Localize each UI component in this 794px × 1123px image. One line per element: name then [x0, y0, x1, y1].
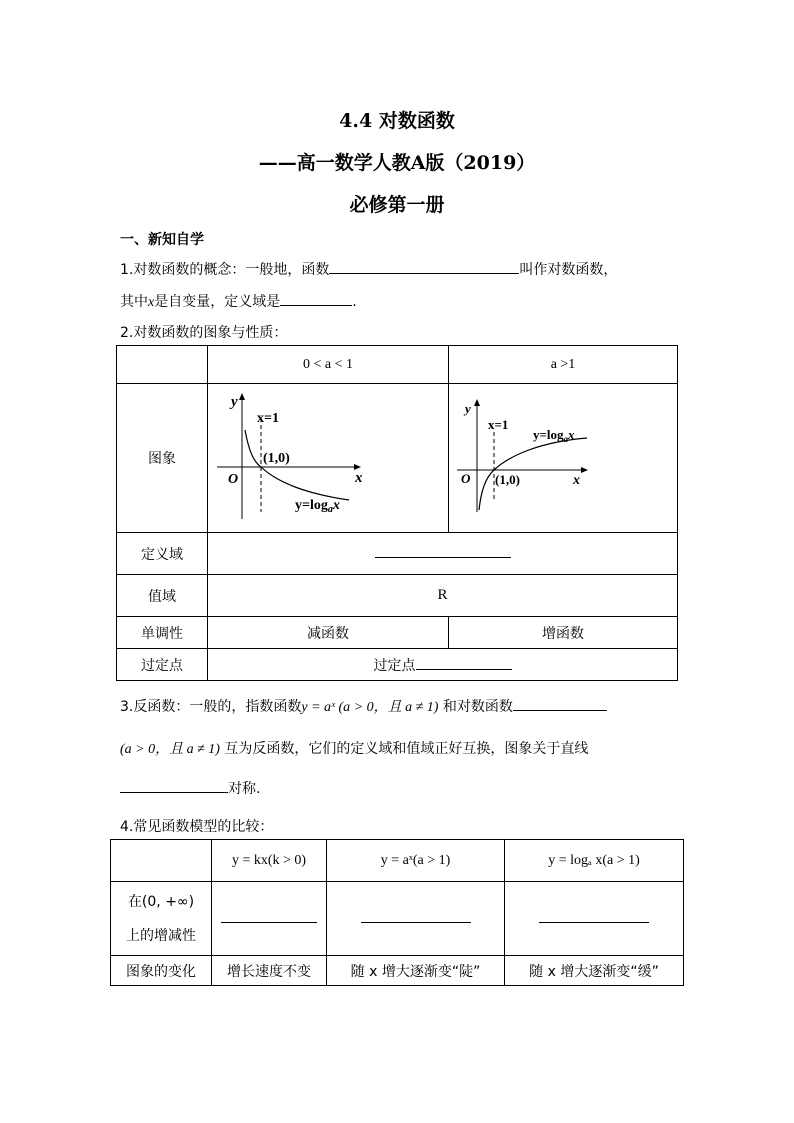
x-label: x [355, 470, 363, 486]
domain-answer-cell [208, 533, 678, 575]
q3-text-d: 对称. [228, 781, 261, 797]
q3-text-b: 和对数函数 [442, 699, 513, 715]
range-value: R [208, 575, 678, 617]
table1-row-fixed-point: 过定点 [117, 649, 208, 681]
log-properties-table [116, 345, 678, 681]
answer-log-cell [505, 882, 684, 956]
page-subtitle: ——高一数学人教A版（2019） [258, 152, 536, 174]
fixed-point-cell [208, 649, 678, 681]
graph-increasing-cell [449, 384, 678, 533]
curve-label: $y=\log_ax$ [295, 498, 340, 515]
q1-text-b: 叫作对数函数， [519, 262, 618, 278]
q1-text-a: 1.对数函数的概念：一般地，函数 [120, 262, 330, 278]
blank-domain[interactable] [280, 293, 352, 306]
y-label: y [465, 401, 471, 416]
y-axis-arrow [239, 393, 245, 400]
y-axis-arrow [474, 399, 480, 406]
q3-text-c: 互为反函数，它们的定义域和值域正好互换，图象关于直线 [224, 741, 589, 757]
y-label: y [231, 394, 238, 410]
question-1-line1 [120, 259, 617, 279]
page-subtitle-book: 必修第一册 [349, 194, 445, 216]
point-label: (1,0) [495, 472, 520, 487]
change-logarithmic: 随 x 增大逐渐变“缓” [505, 956, 684, 986]
question-3-line3 [120, 778, 260, 798]
blank-linear[interactable] [221, 910, 317, 923]
table1-col-1: 0 < a < 1 [208, 346, 449, 384]
graph-decreasing-cell [208, 384, 449, 533]
x-label: x [573, 473, 580, 488]
table1-col-2: a >1 [449, 346, 678, 384]
table1-row-monotonic: 单调性 [117, 617, 208, 649]
table2-corner [111, 840, 212, 882]
question-4-heading: 4.常见函数模型的比较： [120, 819, 274, 835]
row-label-part1: 在(0, +∞) [127, 893, 195, 910]
answer-exponential-cell [327, 882, 505, 956]
question-2: 2.对数函数的图象与性质： [120, 325, 288, 341]
origin-label: O [228, 472, 239, 487]
question-3-line2 [120, 738, 588, 758]
q3-condition: (a > 0，且 a ≠ 1) [120, 742, 220, 757]
curve-label: $y=\log_ax$ [533, 427, 575, 444]
blank-exponential[interactable] [361, 910, 471, 923]
table1-row-domain: 定义域 [117, 533, 208, 575]
q1-text-c-pre: 其中 [120, 294, 148, 310]
question-3-line1 [120, 696, 607, 716]
change-linear: 增长速度不变 [212, 956, 327, 986]
blank-log-function[interactable] [513, 698, 607, 711]
point-label: (1,0) [263, 451, 290, 466]
origin-label: O [461, 471, 471, 486]
table2-row-monotonic [111, 882, 212, 956]
section-heading: 一、新知自学 [120, 232, 204, 248]
table2-col-exponential: y = aˣ(a > 1) [327, 840, 505, 882]
blank-function[interactable] [329, 261, 519, 274]
vline-label: x=1 [257, 411, 279, 426]
q1-text-c-post: 是自变量，定义域是 [154, 294, 281, 310]
table2-col-linear: y = kx(k > 0) [212, 840, 327, 882]
q1-var-x: x [148, 295, 155, 310]
row-label-part2: 上的增减性 [126, 927, 196, 944]
monotonic-increasing: 增函数 [449, 617, 678, 649]
blank-symmetry-line[interactable] [120, 780, 228, 793]
q3-formula-exp: y = aˣ (a > 0，且 a ≠ 1) [301, 700, 439, 715]
vline-label: x=1 [488, 417, 509, 432]
blank-log-domain[interactable] [375, 545, 511, 558]
table2-col-logarithmic: y = logₐ x(a > 1) [505, 840, 684, 882]
x-axis-arrow [581, 467, 588, 473]
page-title: 4.4 对数函数 [339, 110, 455, 132]
answer-linear-cell [212, 882, 327, 956]
monotonic-decreasing: 减函数 [208, 617, 449, 649]
table1-row-graph: 图象 [117, 384, 208, 533]
fixed-point-label: 过定点 [373, 657, 416, 674]
table1-row-range: 值域 [117, 575, 208, 617]
change-exponential: 随 x 增大逐渐变“陡” [327, 956, 505, 986]
function-model-table [110, 839, 684, 986]
table2-row-graph-change: 图象的变化 [111, 956, 212, 986]
graph-increasing [449, 384, 677, 528]
q3-text-a: 3.反函数：一般的，指数函数 [120, 699, 302, 715]
q1-text-c-end: . [352, 294, 357, 310]
blank-fixed-point[interactable] [416, 657, 512, 670]
blank-logarithmic[interactable] [539, 910, 649, 923]
question-1-line2 [120, 291, 357, 311]
graph-decreasing [209, 384, 447, 528]
table1-corner [117, 346, 208, 384]
